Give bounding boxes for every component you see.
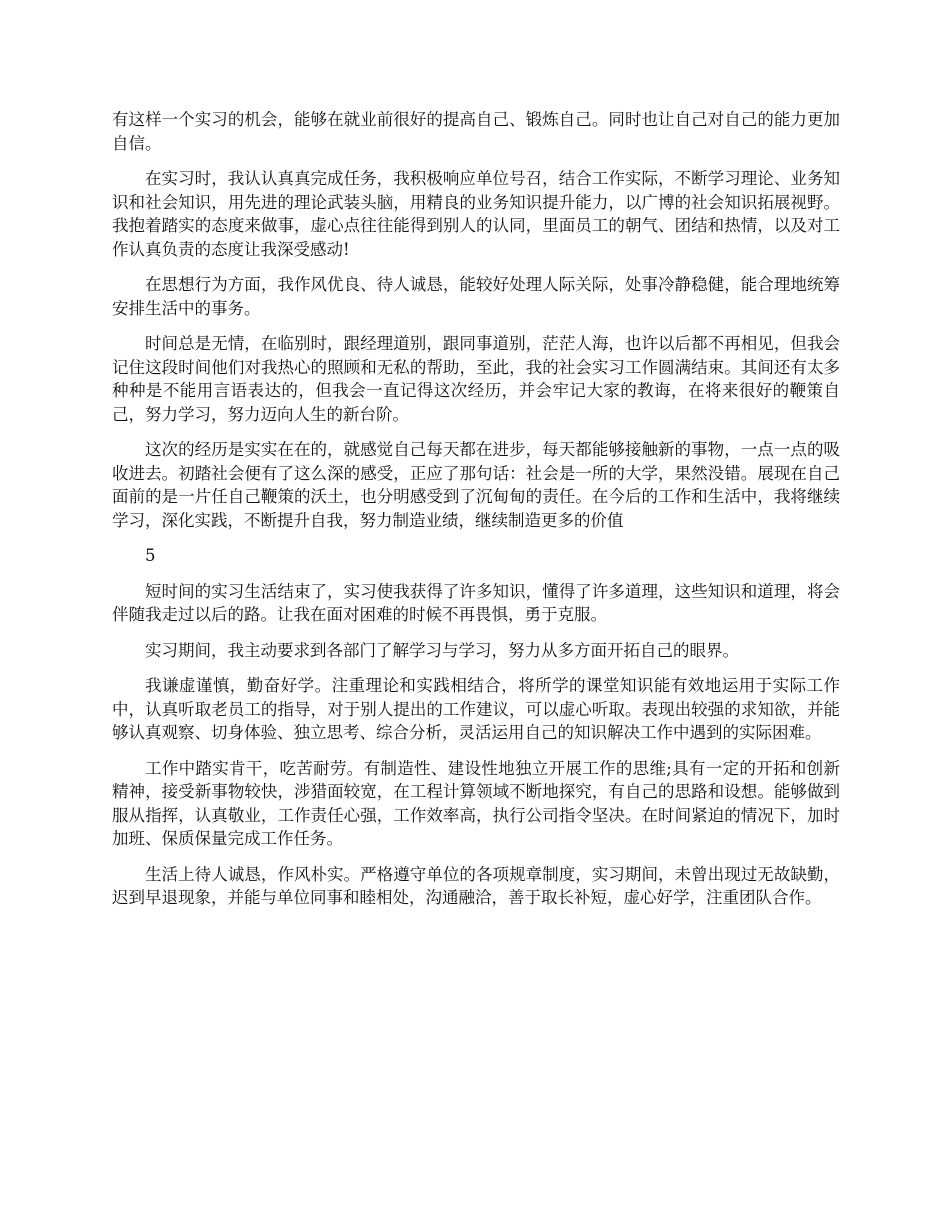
paragraph-learning: 我谦虚谨慎，勤奋好学。注重理论和实践相结合，将所学的课堂知识能有效地运用于实际工作中，认真听取老员工的指导，对于别人提出的工作建议，可以虚心听取。表现出较强的求知欲，并能够认真观察、切身体验、独立思考、综合分析，灵活运用自己的知识解决工作中遇到的实际困难。: [112, 676, 840, 742]
document-body: [112, 108, 840, 922]
paragraph-departments: 实习期间，我主动要求到各部门了解学习与学习，努力从多方面开拓自己的眼界。: [145, 640, 739, 660]
paragraph-internship-tasks: 在实习时，我认认真真完成任务，我积极响应单位号召，结合工作实际，不断学习理论、业务知识和社会知识，用先进的理论武装头脑，用精良的业务知识提升能力，以广博的社会知识拓展视野。我抱着踏实的态度来做事，虚心点往往能得到别人的认同，里面员工的朝气、团结和热情，以及对工作认真负责的态度让我深受感动!: [112, 169, 840, 259]
section-number: 5: [145, 546, 156, 565]
paragraph-farewell: 时间总是无情，在临别时，跟经理道别，跟同事道别，茫茫人海，也许以后都不再相见，但我会记住这段时间他们对我热心的照顾和无私的帮助，至此，我的社会实习工作圆满结束。其间还有太多种种是不能用言语表达的，但我会一直记得这次经历，并会牢记大家的教诲，在将来很好的鞭策自己，努力学习，努力迈向人生的新台阶。: [112, 334, 840, 424]
paragraph-conduct: 在思想行为方面，我作风优良、待人诚恳，能较好处理人际关际，处事冷静稳健，能合理地统筹安排生活中的事务。: [112, 275, 840, 318]
paragraph-experience: 这次的经历是实实在在的，就感觉自己每天都在进步，每天都能够接触新的事物，一点一点的吸收进去。初踏社会便有了这么深的感受，正应了那句话：社会是一所的大学，果然没错。展现在自己面前的是一片任自己鞭策的沃土，也分明感受到了沉甸甸的责任。在今后的工作和生活中，我将继续学习，深化实践，不断提升自我，努力制造业绩，继续制造更多的价值: [112, 440, 840, 530]
paragraph-work-attitude: 工作中踏实肯干，吃苦耐劳。有制造性、建设性地独立开展工作的思维;具有一定的开拓和创新精神，接受新事物较快，涉猎面较宽，在工程计算领域不断地探究，有自己的思路和设想。能够做到服从指挥，认真敬业，工作责任心强，工作效率高，执行公司指令坚决。在时间紧迫的情况下，加时加班、保质保量完成工作任务。: [112, 758, 840, 848]
paragraph-continued: 有这样一个实习的机会，能够在就业前很好的提高自己、锻炼自己。同时也让自己对自己的能力更加自信。: [112, 110, 840, 153]
paragraph-summary: 短时间的实习生活结束了，实习使我获得了许多知识，懂得了许多道理，这些知识和道理，将会伴随我走过以后的路。让我在面对困难的时候不再畏惧，勇于克服。: [112, 581, 840, 624]
paragraph-life-attitude: 生活上待人诚恳，作风朴实。严格遵守单位的各项规章制度，实习期间，未曾出现过无故缺勤，迟到早退现象，并能与单位同事和睦相处，沟通融洽，善于取长补短，虚心好学，注重团队合作。: [112, 864, 840, 907]
